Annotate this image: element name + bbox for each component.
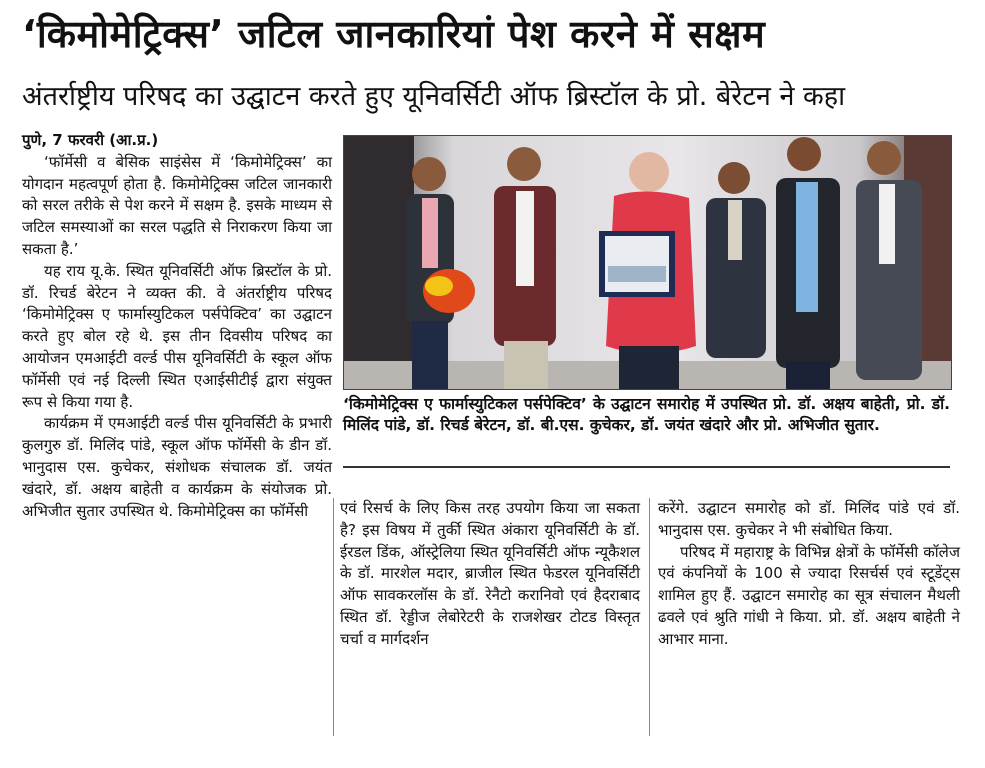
paragraph: यह राय यू.के. स्थित यूनिवर्सिटी ऑफ ब्रिस्टॉल के प्रो. डॉ. रिचर्ड बेरेटन ने व्यक्त की. वे अंतर्राष्ट्रीय परिषद ‘किमोमेट्रिक्स ए फार्मास्युटिकल पर्सपेक्टिव’ का उद्घाटन करते हुए बोल रहे थे. इस तीन दिवसीय परिषद का आयोजन एमआईटी वर्ल्ड पीस यूनिवर्सिटी के स्कूल ऑफ फॉर्मेसी एवं नई दिल्ली स्थित एआईसीटीई द्वारा संयुक्त रूप से किया गया है. xyxy=(22,261,332,411)
paragraph: कार्यक्रम में एमआईटी वर्ल्ड पीस यूनिवर्सिटी के प्रभारी कुलगुरु डॉ. मिलिंद पांडे, स्कूल ऑफ फॉर्मेसी के डीन डॉ. भानुदास एस. कुचेकर, संशोधक संचालक डॉ. जयंत खंदारे, डॉ. अक्षय बाहेती व कार्यक्रम के संयोजक प्रो. अभिजीत सुतार उपस्थित थे. किमोमेट्रिक्स का फॉर्मेसी xyxy=(22,414,332,520)
article-column-3 xyxy=(658,498,960,651)
article-column-1 xyxy=(22,130,332,522)
paragraph: एवं रिसर्च के लिए किस तरह उपयोग किया जा सकता है? इस विषय में तुर्की स्थित अंकारा यूनिवर्सिटी के डॉ. ईरडल डिंक, ऑस्ट्रेलिया स्थित यूनिवर्सिटी ऑफ न्यूकैशल के डॉ. मारशेल मदार, ब्राजील स्थित फेडरल यूनिवर्सिटी ऑफ सावकरलॉस के डॉ. रेनैटो करानिवो एवं हैदराबाद स्थित डॉ. रेड्डीज लेबोरेटरी के राजशेखर टोटड विस्तृत चर्चा व मार्गदर्शन xyxy=(340,499,640,648)
article-column-2 xyxy=(340,498,640,651)
caption-divider xyxy=(343,466,950,468)
paragraph: ‘फॉर्मेसी व बेसिक साइंसेस में ‘किमोमेट्रिक्स’ का योगदान महत्वपूर्ण होता है. किमोमेट्रिक्स जटिल जानकारी को सरल तरीके से पेश करने में सक्षम है. इसके माध्यम से जटिल समस्याओं का सरल पद्धति से निराकरण किया जा सकता है.’ xyxy=(22,152,332,258)
paragraph: करेंगे. उद्घाटन समारोह को डॉ. मिलिंद पांडे एवं डॉ. भानुदास एस. कुचेकर ने भी संबोधित किया. xyxy=(658,499,960,539)
event-photo-illustration xyxy=(344,136,951,389)
event-photo xyxy=(343,135,952,390)
dateline: पुणे, 7 फरवरी (आ.प्र.) xyxy=(22,131,159,149)
photo-caption: ‘किमोमेट्रिक्स ए फार्मास्युटिकल पर्सपेक्टिव’ के उद्घाटन समारोह में उपस्थित प्रो. डॉ. अक्षय बाहेती, प्रो. डॉ. मिलिंद पांडे, डॉ. रिचर्ड बेरेटन, डॉ. बी.एस. कुचेकर, डॉ. जयंत खंदारे और प्रो. अभिजीत सुतार. xyxy=(343,395,950,434)
paragraph: परिषद में महाराष्ट्र के विभिन्न क्षेत्रों के फॉर्मेसी कॉलेज एवं कंपनियों के 100 से ज्यादा रिसर्चर्स एवं स्टूडेंट्स शामिल हुए हैं. उद्घाटन समारोह का सूत्र संचालन मैथली ढवले एवं श्रुति गांधी ने किया. प्रो. डॉ. अक्षय बाहेती ने आभार माना. xyxy=(658,542,960,648)
column-divider xyxy=(649,498,650,736)
column-divider xyxy=(333,498,334,736)
subheadline: अंतर्राष्ट्रीय परिषद का उद्घाटन करते हुए यूनिवर्सिटी ऑफ ब्रिस्टॉल के प्रो. बेरेटन ने कहा xyxy=(22,81,846,112)
headline: ‘किमोमेट्रिक्स’ जटिल जानकारियां पेश करने में सक्षम xyxy=(22,12,766,56)
